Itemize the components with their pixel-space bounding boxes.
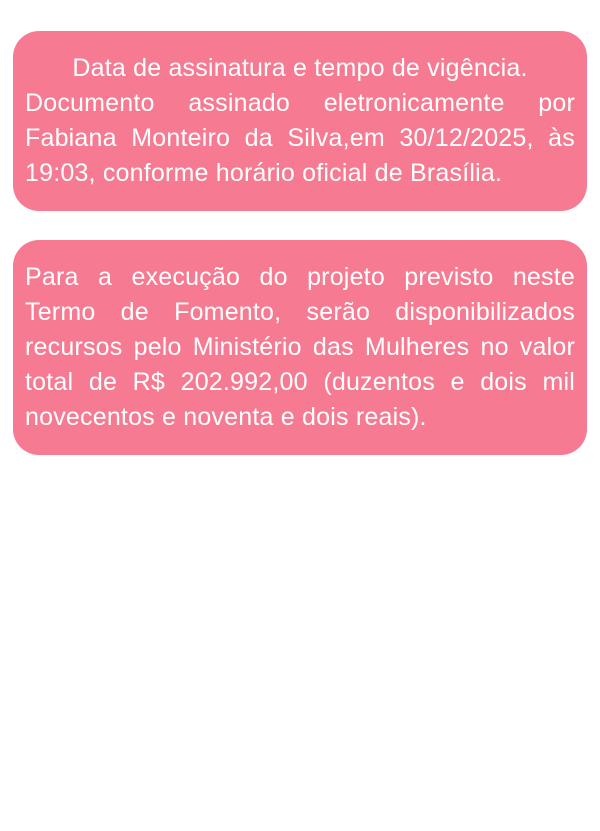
funding-card-text-line: Para a execução do projeto previsto neste xyxy=(25,263,575,291)
signature-info-card xyxy=(13,31,587,211)
signature-card-text-line: Documento assinado eletronicamente por xyxy=(25,89,575,117)
funding-card-text-line: total de R$ 202.992,00 (duzentos e dois mil xyxy=(25,368,575,396)
signature-card-text-line: Fabiana Monteiro da Silva,em 30/12/2025, às xyxy=(25,124,575,152)
signature-card-heading-line: Data de assinatura e tempo de vigência. xyxy=(72,54,528,82)
funding-info-card xyxy=(13,240,587,455)
signature-card-text-line: 19:03, conforme horário oficial de Brasília. xyxy=(25,159,503,187)
funding-card-text-line: recursos pelo Ministério das Mulheres no valor xyxy=(25,333,575,361)
document-page xyxy=(0,31,600,831)
funding-card-text-line: novecentos e noventa e dois reais). xyxy=(25,403,427,431)
funding-card-text-line: Termo de Fomento, serão disponibilizados xyxy=(25,298,575,326)
